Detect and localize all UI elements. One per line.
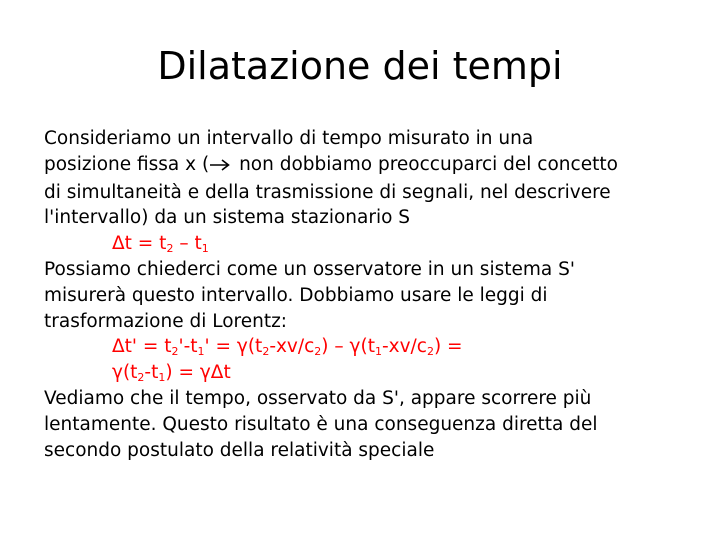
paragraph-3-line-1: Vediamo che il tempo, osservato da S', appare scorrere più — [44, 387, 592, 409]
equation-1 — [44, 231, 694, 257]
equation-2-part: ) = — [433, 336, 463, 358]
paragraph-1-line-2-start: posizione fissa x ( — [44, 153, 210, 175]
equation-1-subscript: 2 — [166, 242, 174, 256]
equation-2-subscript: 2 — [262, 345, 270, 359]
equation-3 — [44, 360, 694, 386]
equation-2 — [44, 334, 694, 360]
paragraph-1-line-2-end: non dobbiamo preoccuparci del concetto — [233, 153, 618, 175]
equation-2-subscript: 2 — [314, 345, 322, 359]
paragraph-2-line-2: misurerà questo intervallo. Dobbiamo usare le leggi di — [44, 284, 548, 306]
paragraph-1-line-4: l'intervallo) da un sistema stazionario S — [44, 207, 411, 229]
paragraph-2-line-1: Possiamo chiederci come un osservatore in un sistema S' — [44, 258, 575, 280]
arrow-right-icon — [209, 154, 231, 180]
slide-body — [44, 126, 694, 463]
paragraph-3-line-3: secondo postulato della relatività speciale — [44, 439, 435, 461]
equation-2-part: Δt' = t — [112, 336, 172, 358]
paragraph-2-line-3: trasformazione di Lorentz: — [44, 310, 288, 332]
equation-3-part: ) = γΔt — [165, 362, 231, 384]
paragraph-1-line-2 — [44, 152, 694, 180]
paragraph-3-line-2: lentamente. Questo risultato è una conseguenza diretta del — [44, 413, 598, 435]
equation-2-subscript: 1 — [197, 345, 205, 359]
equation-2-part: ) – γ(t — [321, 336, 375, 358]
paragraph-1-line-1: Consideriamo un intervallo di tempo misurato in una — [44, 128, 534, 149]
equation-2-subscript: 2 — [426, 345, 434, 359]
equation-1-subscript: 1 — [201, 242, 209, 256]
equation-2-part: -xv/c — [381, 336, 427, 358]
equation-1-part: Δt = t — [112, 233, 167, 255]
equation-3-subscript: 2 — [137, 371, 145, 385]
paragraph-1-line-3: di simultaneità e della trasmissione di segnali, nel descrivere — [44, 181, 611, 203]
equation-2-part: ' = γ(t — [204, 336, 263, 358]
equation-3-part: γ(t — [112, 362, 138, 384]
equation-1-part: – t — [173, 233, 202, 255]
equation-2-subscript: 2 — [171, 345, 179, 359]
equation-3-part: -t — [144, 362, 159, 384]
equation-2-subscript: 1 — [374, 345, 382, 359]
slide-title: Dilatazione dei tempi — [157, 44, 563, 88]
equation-2-part: -xv/c — [269, 336, 315, 358]
equation-3-subscript: 1 — [158, 371, 166, 385]
equation-2-part: '-t — [178, 336, 198, 358]
